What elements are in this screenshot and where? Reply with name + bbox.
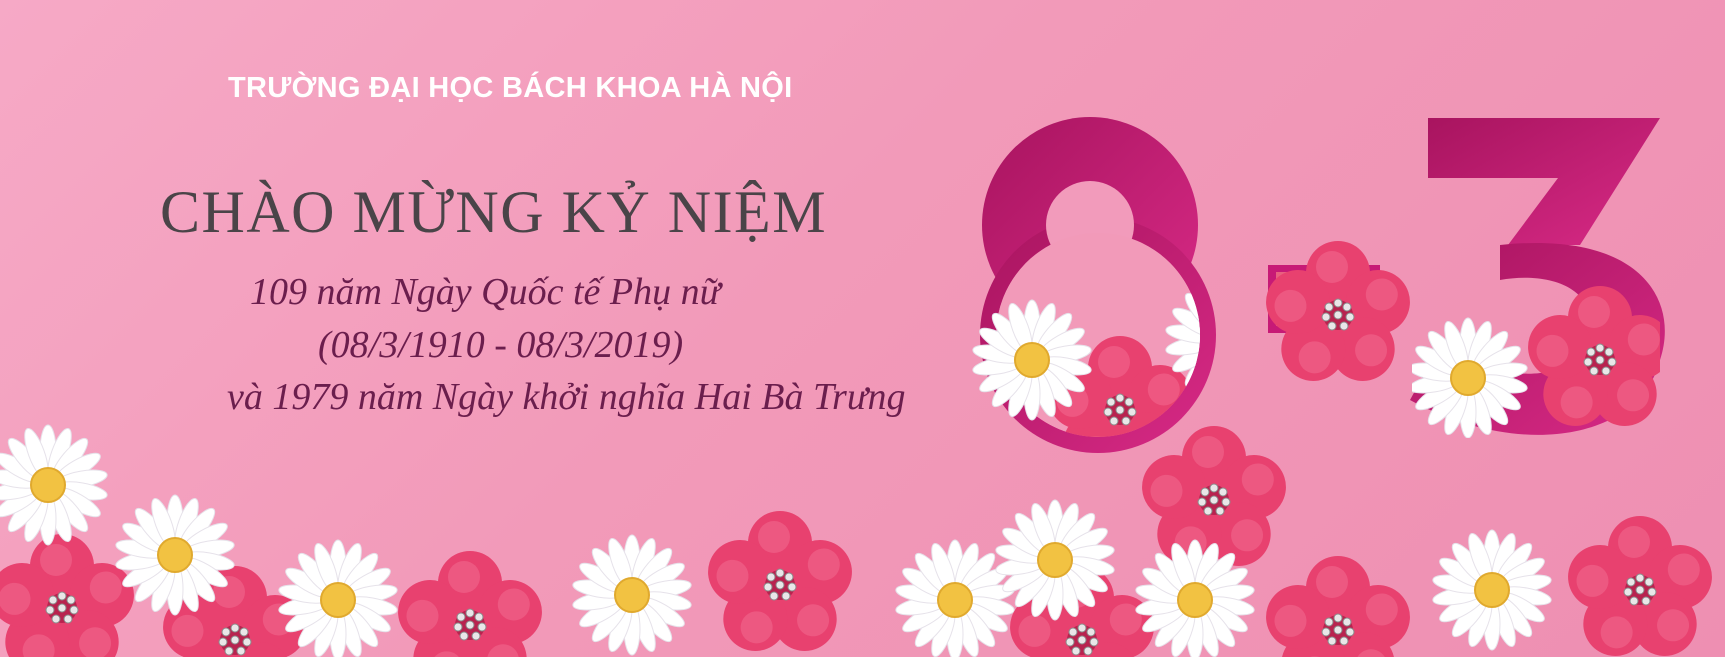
subtitle-line-3: và 1979 năm Ngày khởi nghĩa Hai Bà Trưng	[227, 376, 906, 418]
subtitle-line-2: (08/3/1910 - 08/3/2019)	[318, 324, 684, 366]
dash	[1258, 241, 1419, 394]
digit-eight	[980, 117, 1285, 489]
headline: CHÀO MỪNG KỶ NIỆM	[160, 179, 828, 245]
subtitle-line-1: 109 năm Ngày Quốc tế Phụ nữ	[250, 271, 721, 313]
flower-border	[0, 425, 1720, 657]
university-name: TRƯỜNG ĐẠI HỌC BÁCH KHOA HÀ NỘI	[228, 72, 793, 104]
digit-three	[1408, 118, 1681, 439]
